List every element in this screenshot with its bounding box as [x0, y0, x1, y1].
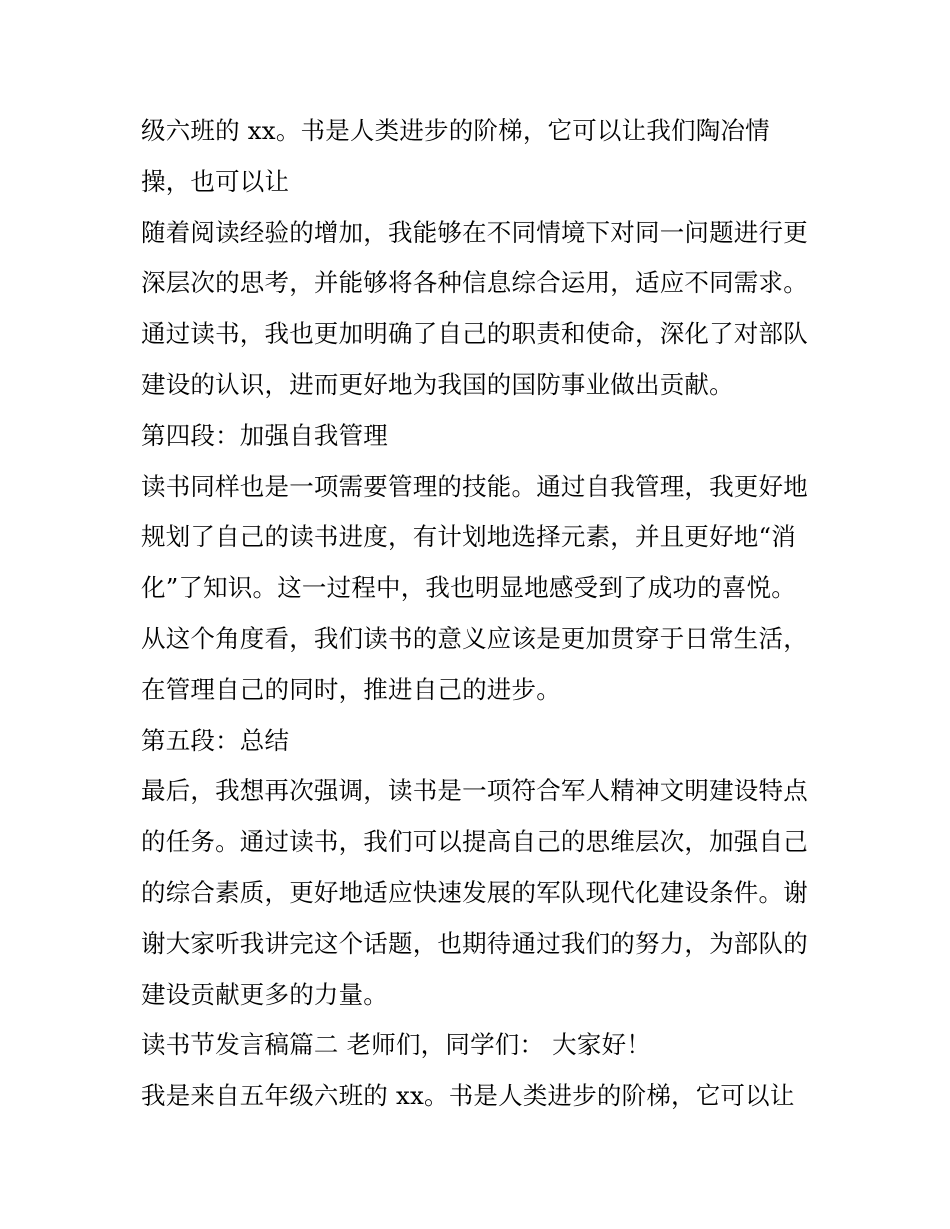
- text-line: 建设的认识，进而更好地为我国的国防事业做出贡献。: [141, 369, 734, 399]
- text-line: 规划了自己的读书进度，有计划地选择元素，并且更好地“消: [141, 522, 796, 552]
- text-line: 最后，我想再次强调，读书是一项符合军人精神文明建设特点: [141, 776, 808, 806]
- text-line: 我是来自五年级六班的 xx。书是人类进步的阶梯，它可以让: [141, 1081, 795, 1111]
- text-line: 通过读书，我也更加明确了自己的职责和使命，深化了对部队: [141, 319, 808, 349]
- section-heading: 读书节发言稿篇二 老师们，同学们： 大家好！: [141, 1030, 651, 1060]
- text-line: 深层次的思考，并能够将各种信息综合运用，适应不同需求。: [141, 268, 808, 298]
- text-line: 谢大家听我讲完这个话题，也期待通过我们的努力，为部队的: [141, 928, 808, 958]
- text-line: 的任务。通过读书，我们可以提高自己的思维层次，加强自己: [141, 827, 808, 857]
- text-line: 化”了知识。这一过程中，我也明显地感受到了成功的喜悦。: [141, 573, 796, 603]
- text-line: 随着阅读经验的增加，我能够在不同情境下对同一问题进行更: [141, 217, 808, 247]
- text-line: 读书同样也是一项需要管理的技能。通过自我管理，我更好地: [141, 471, 808, 501]
- text-line: 在管理自己的同时，推进自己的进步。: [141, 674, 561, 704]
- section-heading: 第四段：加强自我管理: [141, 420, 388, 450]
- text-line: 从这个角度看，我们读书的意义应该是更加贯穿于日常生活，: [141, 623, 808, 653]
- text-line: 的综合素质，更好地适应快速发展的军队现代化建设条件。谢: [141, 877, 808, 907]
- section-heading: 第五段：总结: [141, 725, 290, 755]
- text-line: 操，也可以让: [141, 166, 290, 196]
- document-body: [141, 106, 816, 1122]
- text-line: 级六班的 xx。书是人类进步的阶梯，它可以让我们陶冶情: [141, 116, 770, 145]
- text-line: 建设贡献更多的力量。: [141, 979, 388, 1009]
